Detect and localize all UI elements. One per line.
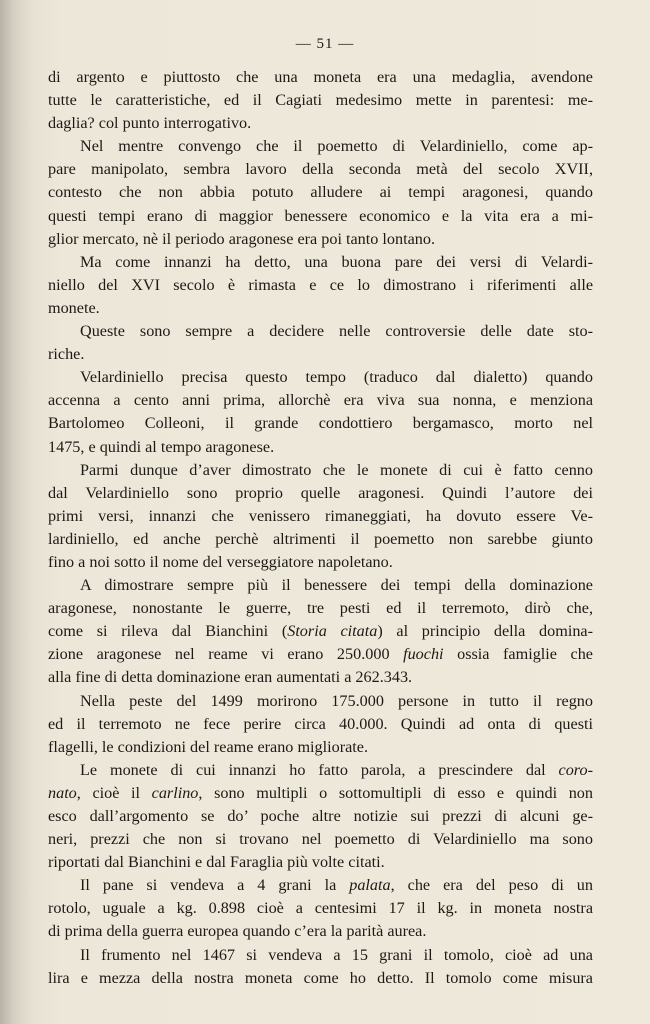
- text-segment: primi versi, innanzi che venissero rimaneggiati, ha dovuto essere Ve-: [48, 506, 593, 525]
- text-segment: Il pane si vendeva a 4 grani la: [80, 876, 350, 895]
- page-number: — 51 —: [295, 36, 355, 52]
- text-segment: 1475, e quindi al tempo aragonese.: [48, 437, 275, 456]
- text-segment: ) al principio della domina-: [377, 622, 593, 641]
- text-segment: neri, prezzi che non si trovano nel poemetto di Velardiniello ma sono: [48, 830, 593, 849]
- text-line: [48, 828, 593, 851]
- text-line: [48, 944, 593, 967]
- text-line: [48, 89, 593, 112]
- text-segment: , sono multipli o sottomultipli di esso e quindi non: [198, 783, 593, 802]
- text-segment: Le monete di cui innanzi ho fatto parola, a prescindere dal: [80, 760, 559, 779]
- italic-text: palata: [349, 876, 391, 895]
- text-line: [48, 274, 593, 297]
- text-segment: zione aragonese nel reame vi erano 250.000: [48, 645, 404, 664]
- text-segment: Bartolomeo Colleoni, il grande condottiero bergamasco, morto nel: [48, 414, 593, 433]
- text-segment: flagelli, le condizioni del reame erano migliorate.: [48, 737, 369, 756]
- text-line: [48, 782, 593, 805]
- italic-text: carlino: [151, 783, 199, 802]
- text-segment: riportati dal Bianchini e dal Faraglia più volte citati.: [48, 853, 385, 872]
- text-line: [48, 713, 593, 736]
- text-segment: monete.: [48, 298, 100, 317]
- text-line: [48, 251, 593, 274]
- text-line: [48, 551, 593, 574]
- text-segment: Parmi dunque d’aver dimostrato che le monete di cui è fatto cenno: [80, 460, 593, 479]
- text-segment: esco dall’argomento se do’ poche altre notizie sui prezzi di alcuni ge-: [48, 807, 593, 825]
- text-line: [48, 920, 593, 943]
- text-segment: accenna a cento anni prima, allorchè era viva sua nonna, e menziona: [48, 391, 593, 410]
- text-line: [48, 874, 593, 897]
- text-line: [48, 759, 593, 782]
- text-segment: tutte le caratteristiche, ed il Cagiati medesimo mette in parentesi: me-: [48, 91, 593, 110]
- text-line: [48, 597, 593, 620]
- text-line: [48, 643, 593, 666]
- text-segment: pare manipolato, sembra lavoro della seconda metà del secolo XVII,: [48, 160, 593, 179]
- text-segment: glior mercato, nè il periodo aragonese era poi tanto lontano.: [48, 229, 436, 248]
- text-segment: Il frumento nel 1467 si vendeva a 15 grani il tomolo, cioè ad una: [80, 945, 593, 964]
- text-segment: di prima della guerra europea quando c’era la parità aurea.: [48, 922, 427, 941]
- text-segment: Nella peste del 1499 morirono 175.000 persone in tutto il regno: [80, 691, 593, 710]
- text-line: [48, 436, 593, 459]
- text-line: [48, 181, 593, 204]
- text-line: [48, 320, 593, 343]
- text-line: [48, 66, 593, 89]
- text-segment: A dimostrare sempre più il benessere dei tempi della dominazione: [80, 576, 593, 595]
- text-line: [48, 343, 593, 366]
- text-segment: daglia? col punto interrogativo.: [48, 114, 252, 133]
- text-line: [48, 297, 593, 320]
- text-segment: , cioè il: [76, 783, 152, 802]
- text-segment: riche.: [48, 345, 85, 364]
- text-segment: niello del XVI secolo è rimasta e ce lo dimostrano i riferimenti alle: [48, 275, 593, 294]
- text-line: [48, 528, 593, 551]
- text-line: [48, 205, 593, 228]
- text-segment: Ma come innanzi ha detto, una buona pare dei versi di Velardi-: [80, 252, 593, 271]
- italic-text: Storia citata: [287, 622, 378, 641]
- text-line: [48, 736, 593, 759]
- text-segment: lardiniello, ed anche perchè altrimenti il poemetto non sarebbe giunto: [48, 529, 593, 548]
- text-line: [48, 666, 593, 689]
- text-segment: lira e mezza della nostra moneta come ho detto. Il tomolo come misura: [48, 968, 593, 987]
- body-text: [48, 66, 593, 990]
- text-segment: contesto che non abbia potuto alludere ai tempi aragonesi, quando: [48, 183, 593, 202]
- text-line: [48, 851, 593, 874]
- text-line: [48, 412, 593, 435]
- italic-text: coro-: [558, 760, 593, 779]
- text-line: [48, 459, 593, 482]
- text-segment: come si rileva dal Bianchini (: [48, 622, 288, 641]
- text-segment: Nel mentre convengo che il poemetto di Velardiniello, come ap-: [80, 137, 593, 156]
- text-segment: ossia famiglie che: [443, 645, 593, 664]
- text-line: [48, 505, 593, 528]
- text-line: [48, 112, 593, 135]
- text-segment: , che era del peso di un: [390, 876, 593, 895]
- text-segment: alla fine di detta dominazione eran aumentati a 262.343.: [48, 668, 413, 687]
- text-line: [48, 135, 593, 158]
- text-segment: di argento e piuttosto che una moneta era una medaglia, avendone: [48, 68, 593, 86]
- text-segment: ed il terremoto ne fece perire circa 40.000. Quindi ad onta di questi: [48, 714, 593, 733]
- text-line: [48, 620, 593, 643]
- italic-text: fuochi: [403, 645, 444, 664]
- text-segment: rotolo, uguale a kg. 0.898 cioè a centesimi 17 il kg. in moneta nostra: [48, 899, 593, 918]
- text-segment: questi tempi erano di maggior benessere economico e la vita era a mi-: [48, 206, 593, 225]
- text-line: [48, 967, 593, 990]
- text-segment: Queste sono sempre a decidere nelle controversie delle date sto-: [80, 322, 593, 341]
- text-segment: fino a noi sotto il nome del verseggiatore napoletano.: [48, 552, 393, 571]
- text-line: [48, 690, 593, 713]
- text-line: [48, 482, 593, 505]
- text-line: [48, 366, 593, 389]
- text-line: [48, 574, 593, 597]
- text-line: [48, 228, 593, 251]
- text-segment: dal Velardiniello sono proprio quelle aragonesi. Quindi l’autore dei: [48, 483, 593, 502]
- text-line: [48, 389, 593, 412]
- text-line: [48, 805, 593, 828]
- text-segment: Velardiniello precisa questo tempo (traduco dal dialetto) quando: [80, 368, 593, 387]
- text-line: [48, 158, 593, 181]
- text-line: [48, 897, 593, 920]
- italic-text: nato: [48, 783, 77, 802]
- text-segment: aragonese, nonostante le guerre, tre pesti ed il terremoto, dirò che,: [48, 599, 593, 618]
